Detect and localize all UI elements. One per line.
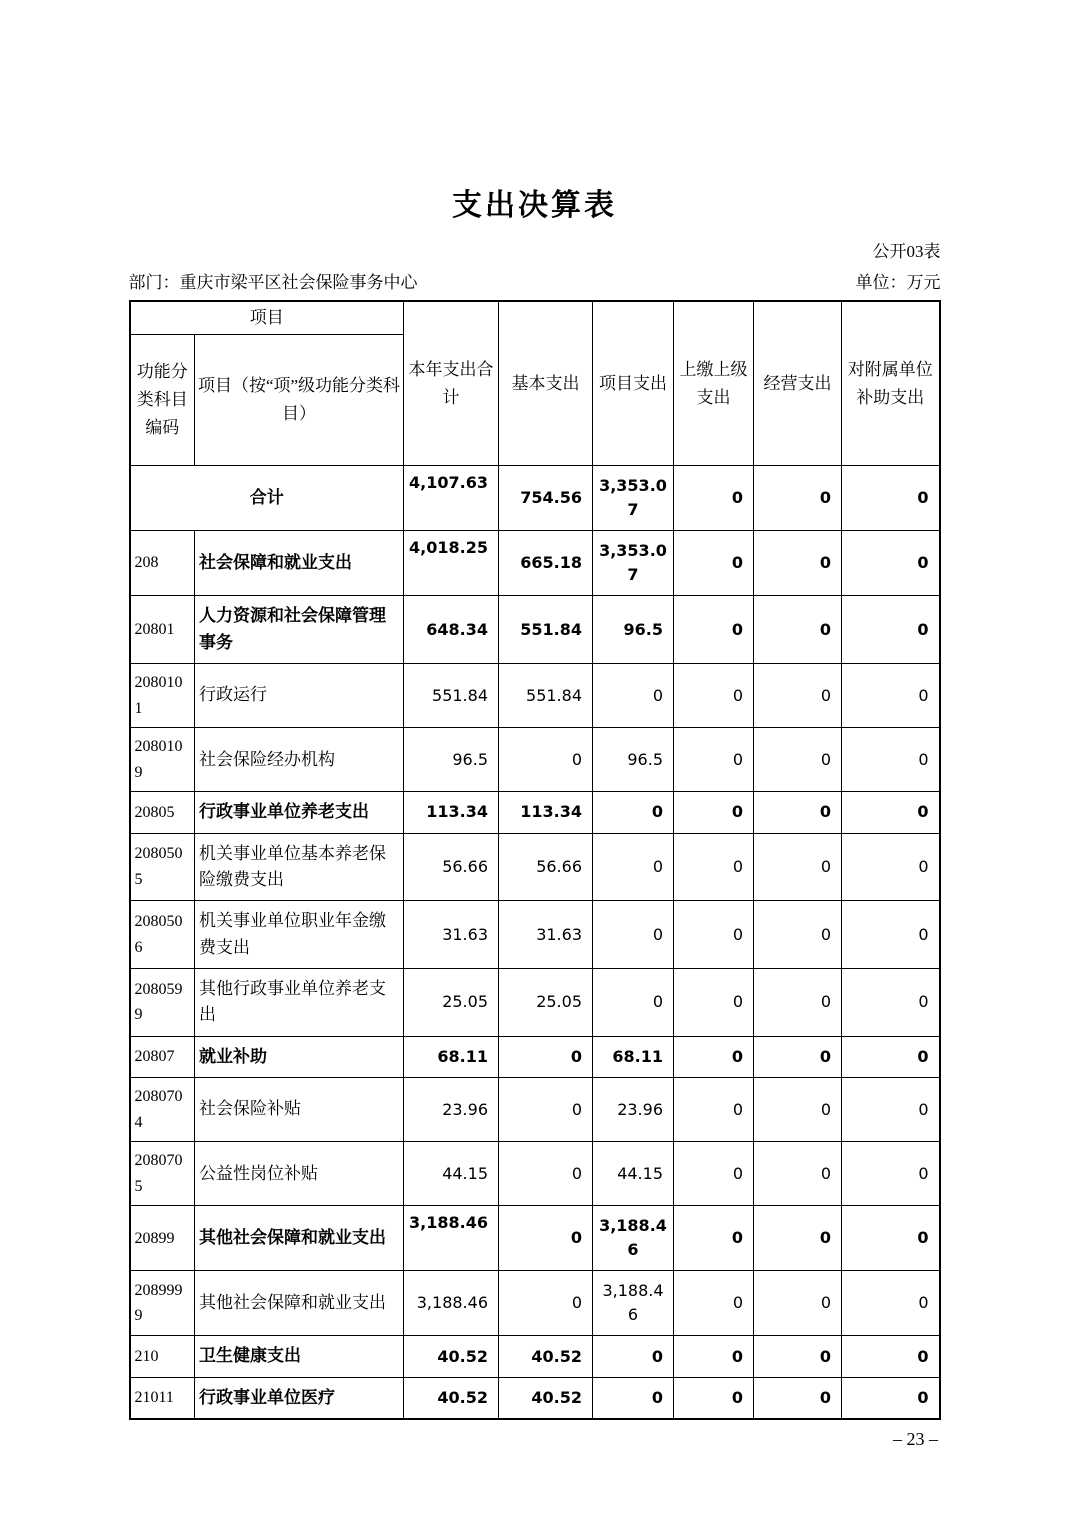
value-cell: 0 xyxy=(754,531,842,596)
table-row xyxy=(130,901,940,969)
value-cell: 0 xyxy=(842,1271,940,1336)
table-row xyxy=(130,728,940,792)
value-cell: 0 xyxy=(842,728,940,792)
value-cell: 0 xyxy=(499,1142,593,1206)
function-code-cell: 2080505 xyxy=(130,833,195,901)
value-cell: 0 xyxy=(754,1377,842,1419)
value-cell: 0 xyxy=(842,969,940,1037)
value-cell: 0 xyxy=(674,531,754,596)
value-cell: 0 xyxy=(674,1078,754,1142)
value-cell: 0 xyxy=(674,792,754,833)
value-cell: 0 xyxy=(842,1078,940,1142)
value-cell: 0 xyxy=(842,1377,940,1419)
function-code-cell: 2080705 xyxy=(130,1142,195,1206)
value-cell: 0 xyxy=(842,1036,940,1077)
value-cell: 56.66 xyxy=(404,833,499,901)
value-cell: 0 xyxy=(499,1206,593,1271)
value-cell: 0 xyxy=(674,728,754,792)
table-row xyxy=(130,1377,940,1419)
value-cell: 0 xyxy=(754,1271,842,1336)
value-cell: 68.11 xyxy=(404,1036,499,1077)
function-code-cell: 2080599 xyxy=(130,969,195,1037)
table-row xyxy=(130,1336,940,1377)
value-cell: 23.96 xyxy=(404,1078,499,1142)
table-row xyxy=(130,596,940,664)
value-cell: 3,353.07 xyxy=(593,531,674,596)
project-name-cell: 机关事业单位基本养老保险缴费支出 xyxy=(195,833,404,901)
value-cell: 0 xyxy=(674,466,754,531)
value-cell: 0 xyxy=(842,596,940,664)
value-cell: 40.52 xyxy=(499,1377,593,1419)
value-cell: 31.63 xyxy=(404,901,499,969)
project-name-cell: 行政事业单位医疗 xyxy=(195,1377,404,1419)
header-function-code: 功能分类科目编码 xyxy=(130,335,195,466)
function-code-cell: 20801 xyxy=(130,596,195,664)
value-cell: 3,353.07 xyxy=(593,466,674,531)
table-row xyxy=(130,663,940,727)
function-code-cell: 2080704 xyxy=(130,1078,195,1142)
unit-label: 单位：万元 xyxy=(855,273,941,293)
function-code-cell: 20807 xyxy=(130,1036,195,1077)
value-cell: 3,188.46 xyxy=(593,1271,674,1336)
value-cell: 0 xyxy=(674,969,754,1037)
value-cell: 0 xyxy=(674,1036,754,1077)
function-code-cell: 2080506 xyxy=(130,901,195,969)
value-cell: 0 xyxy=(674,663,754,727)
row-total-label: 合计 xyxy=(130,466,404,531)
header-total-expenditure: 本年支出合计 xyxy=(404,301,499,466)
value-cell: 0 xyxy=(593,833,674,901)
value-cell: 0 xyxy=(754,1142,842,1206)
table-row xyxy=(130,1142,940,1206)
value-cell: 0 xyxy=(754,1036,842,1077)
function-code-cell: 210 xyxy=(130,1336,195,1377)
expenditure-table xyxy=(129,300,941,1420)
value-cell: 0 xyxy=(499,1036,593,1077)
project-name-cell: 行政事业单位养老支出 xyxy=(195,792,404,833)
header-subsidy-affiliated: 对附属单位补助支出 xyxy=(842,301,940,466)
value-cell: 0 xyxy=(842,792,940,833)
table-row xyxy=(130,531,940,596)
value-cell: 0 xyxy=(754,792,842,833)
value-cell: 25.05 xyxy=(404,969,499,1037)
value-cell: 0 xyxy=(593,901,674,969)
value-cell: 0 xyxy=(754,833,842,901)
value-cell: 44.15 xyxy=(404,1142,499,1206)
project-name-cell: 社会保险补贴 xyxy=(195,1078,404,1142)
value-cell: 113.34 xyxy=(499,792,593,833)
value-cell: 0 xyxy=(842,1336,940,1377)
value-cell: 551.84 xyxy=(499,596,593,664)
header-project-expenditure: 项目支出 xyxy=(593,301,674,466)
project-name-cell: 行政运行 xyxy=(195,663,404,727)
value-cell: 0 xyxy=(593,663,674,727)
table-row xyxy=(130,1036,940,1077)
value-cell: 648.34 xyxy=(404,596,499,664)
value-cell: 0 xyxy=(842,833,940,901)
value-cell: 0 xyxy=(842,901,940,969)
value-cell: 0 xyxy=(754,969,842,1037)
public-table-label: 公开03表 xyxy=(872,242,941,261)
value-cell: 0 xyxy=(754,728,842,792)
value-cell: 0 xyxy=(754,466,842,531)
value-cell: 0 xyxy=(842,531,940,596)
table-row xyxy=(130,1206,940,1271)
table-row xyxy=(130,792,940,833)
meta-row xyxy=(129,272,941,294)
project-name-cell: 社会保障和就业支出 xyxy=(195,531,404,596)
function-code-cell: 20899 xyxy=(130,1206,195,1271)
table-row xyxy=(130,466,940,531)
project-name-cell: 公益性岗位补贴 xyxy=(195,1142,404,1206)
department-label: 部门：重庆市梁平区社会保险事务中心 xyxy=(128,273,418,293)
table-row xyxy=(130,833,940,901)
value-cell: 0 xyxy=(754,1336,842,1377)
value-cell: 0 xyxy=(499,728,593,792)
function-code-cell: 208 xyxy=(130,531,195,596)
value-cell: 0 xyxy=(674,596,754,664)
project-name-cell: 人力资源和社会保障管理事务 xyxy=(195,596,404,664)
value-cell: 0 xyxy=(842,1206,940,1271)
page-number: – 23 – xyxy=(893,1429,938,1449)
value-cell: 0 xyxy=(499,1271,593,1336)
value-cell: 0 xyxy=(674,1142,754,1206)
value-cell: 0 xyxy=(593,792,674,833)
table-body xyxy=(130,466,940,1419)
project-name-cell: 社会保险经办机构 xyxy=(195,728,404,792)
project-name-cell: 其他社会保障和就业支出 xyxy=(195,1271,404,1336)
value-cell: 31.63 xyxy=(499,901,593,969)
value-cell: 0 xyxy=(593,969,674,1037)
value-cell: 0 xyxy=(674,833,754,901)
value-cell: 0 xyxy=(674,1206,754,1271)
value-cell: 551.84 xyxy=(404,663,499,727)
value-cell: 3,188.46 xyxy=(404,1206,499,1271)
value-cell: 40.52 xyxy=(499,1336,593,1377)
page-title: 支出决算表 xyxy=(452,189,617,222)
value-cell: 0 xyxy=(674,1271,754,1336)
header-basic-expenditure: 基本支出 xyxy=(499,301,593,466)
value-cell: 0 xyxy=(674,1336,754,1377)
value-cell: 113.34 xyxy=(404,792,499,833)
function-code-cell: 2080101 xyxy=(130,663,195,727)
header-upward-payment: 上缴上级支出 xyxy=(674,301,754,466)
value-cell: 25.05 xyxy=(499,969,593,1037)
value-cell: 0 xyxy=(674,901,754,969)
value-cell: 3,188.46 xyxy=(404,1271,499,1336)
value-cell: 4,018.25 xyxy=(404,531,499,596)
project-name-cell: 其他行政事业单位养老支出 xyxy=(195,969,404,1037)
value-cell: 4,107.63 xyxy=(404,466,499,531)
value-cell: 551.84 xyxy=(499,663,593,727)
value-cell: 56.66 xyxy=(499,833,593,901)
header-project-name: 项目（按“项”级功能分类科目） xyxy=(195,335,404,466)
value-cell: 68.11 xyxy=(593,1036,674,1077)
function-code-cell: 20805 xyxy=(130,792,195,833)
value-cell: 0 xyxy=(842,466,940,531)
value-cell: 96.5 xyxy=(593,596,674,664)
value-cell: 0 xyxy=(754,1078,842,1142)
function-code-cell: 2080109 xyxy=(130,728,195,792)
value-cell: 0 xyxy=(499,1078,593,1142)
value-cell: 0 xyxy=(754,596,842,664)
table-row xyxy=(130,1078,940,1142)
project-name-cell: 其他社会保障和就业支出 xyxy=(195,1206,404,1271)
value-cell: 40.52 xyxy=(404,1336,499,1377)
value-cell: 0 xyxy=(674,1377,754,1419)
table-row xyxy=(130,969,940,1037)
table-row xyxy=(130,1271,940,1336)
function-code-cell: 21011 xyxy=(130,1377,195,1419)
header-project-group: 项目 xyxy=(130,301,404,335)
value-cell: 0 xyxy=(593,1336,674,1377)
project-name-cell: 机关事业单位职业年金缴费支出 xyxy=(195,901,404,969)
project-name-cell: 就业补助 xyxy=(195,1036,404,1077)
value-cell: 0 xyxy=(842,663,940,727)
value-cell: 0 xyxy=(754,1206,842,1271)
function-code-cell: 2089999 xyxy=(130,1271,195,1336)
value-cell: 44.15 xyxy=(593,1142,674,1206)
header-operating-expenditure: 经营支出 xyxy=(754,301,842,466)
value-cell: 0 xyxy=(593,1377,674,1419)
table-header xyxy=(130,301,940,466)
value-cell: 23.96 xyxy=(593,1078,674,1142)
value-cell: 0 xyxy=(754,663,842,727)
project-name-cell: 卫生健康支出 xyxy=(195,1336,404,1377)
value-cell: 96.5 xyxy=(404,728,499,792)
value-cell: 0 xyxy=(842,1142,940,1206)
value-cell: 754.56 xyxy=(499,466,593,531)
value-cell: 40.52 xyxy=(404,1377,499,1419)
value-cell: 0 xyxy=(754,901,842,969)
value-cell: 96.5 xyxy=(593,728,674,792)
value-cell: 3,188.46 xyxy=(593,1206,674,1271)
value-cell: 665.18 xyxy=(499,531,593,596)
